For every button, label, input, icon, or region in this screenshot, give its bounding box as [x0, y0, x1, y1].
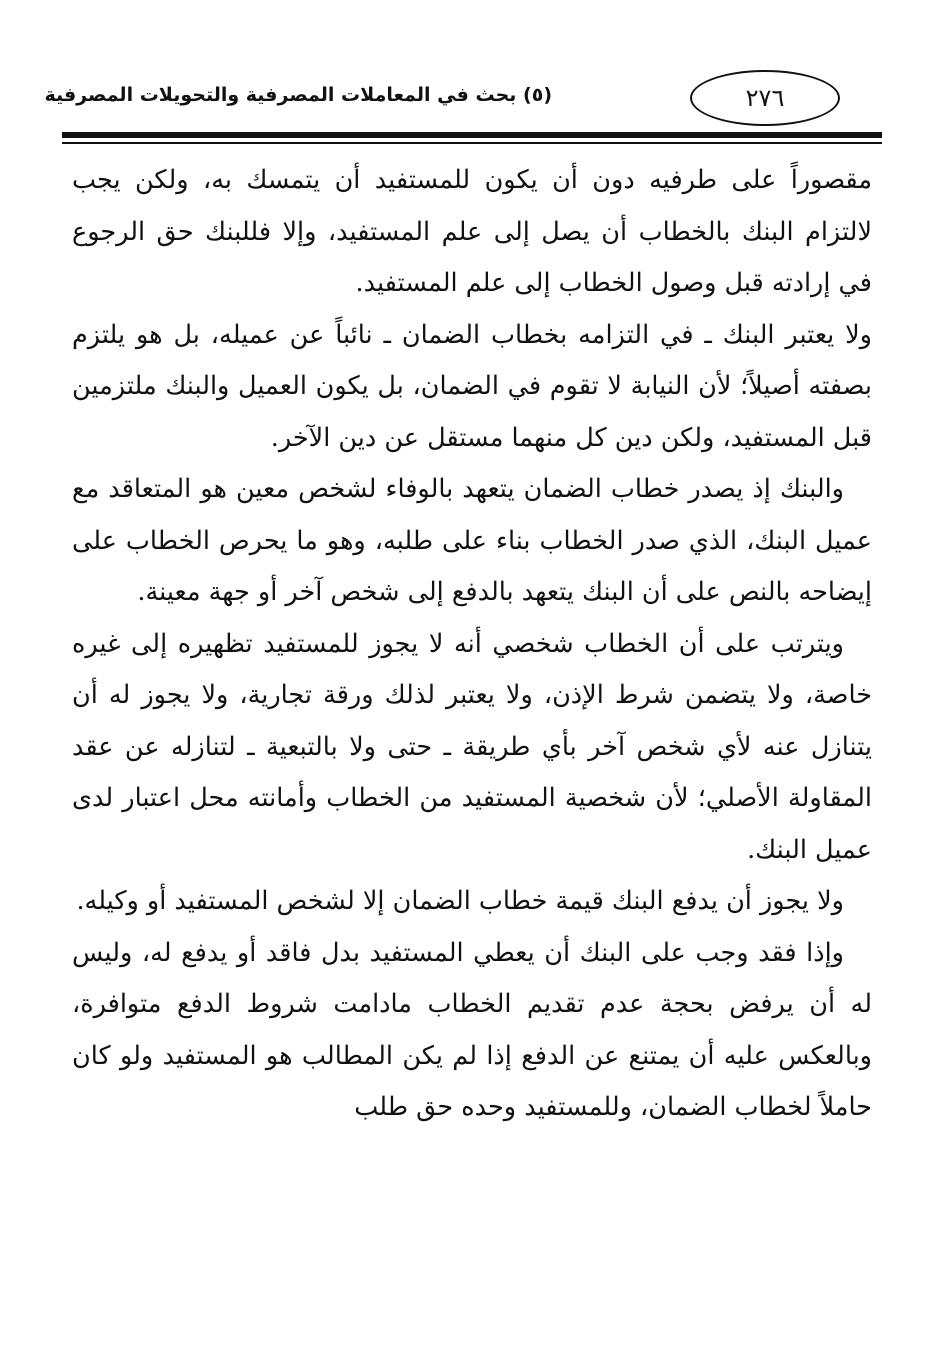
header-rule-thin	[62, 142, 882, 144]
paragraph-2: ولا يعتبر البنك ـ في التزامه بخطاب الضمان ـ نائباً عن عميله، بل هو يلتزم بصفته أصيلاً؛ لأن النيابة لا تقوم في الضمان، بل يكون العميل والبنك ملتزمين قبل المستفيد، ولكن دين كل منهما مستقل عن دين الآخر.	[72, 319, 872, 453]
paragraph-6: وإذا فقد وجب على البنك أن يعطي المستفيد بدل فاقد أو يدفع له، وليس له أن يرفض بحجة عدم تقديم الخطاب مادامت شروط الدفع متوافرة، وبالعكس عليه أن يمتنع عن الدفع إذا لم يكن المطالب هو المستفيد ولو كان حاملاً لخطاب الضمان، وللمستفيد وحده حق طلب	[72, 937, 872, 1122]
body-text	[72, 155, 872, 1134]
paragraph-4: ويترتب على أن الخطاب شخصي أنه لا يجوز للمستفيد تظهيره إلى غيره خاصة، ولا يتضمن شرط الإذن، ولا يعتبر لذلك ورقة تجارية، ولا يجوز له أن يتنازل عنه لأي شخص آخر بأي طريقة ـ حتى ولا بالتبعية ـ لتنازله عن عقد المقاولة الأصلي؛ لأن شخصية المستفيد من الخطاب وأمانته محل اعتبار لدى عميل البنك.	[72, 628, 872, 865]
running-header-title: (٥) بحث في المعاملات المصرفية والتحويلات المصرفية	[44, 84, 552, 106]
page-header	[44, 70, 882, 150]
paragraph-1: مقصوراً على طرفيه دون أن يكون للمستفيد أن يتمسك به، ولكن يجب لالتزام البنك بالخطاب أن يصل إلى علم المستفيد، وإلا فللبنك حق الرجوع في إرادته قبل وصول الخطاب إلى علم المستفيد.	[72, 165, 872, 298]
page-number-badge: ٢٧٦	[690, 70, 840, 126]
header-rule-thick	[62, 132, 882, 138]
paragraph-3: والبنك إذ يصدر خطاب الضمان يتعهد بالوفاء لشخص معين هو المتعاقد مع عميل البنك، الذي صدر الخطاب بناء على طلبه، وهو ما يحرص الخطاب على إيضاحه بالنص على أن البنك يتعهد بالدفع إلى شخص آخر أو جهة معينة.	[72, 474, 872, 607]
paragraph-5: ولا يجوز أن يدفع البنك قيمة خطاب الضمان إلا لشخص المستفيد أو وكيله.	[76, 886, 844, 916]
